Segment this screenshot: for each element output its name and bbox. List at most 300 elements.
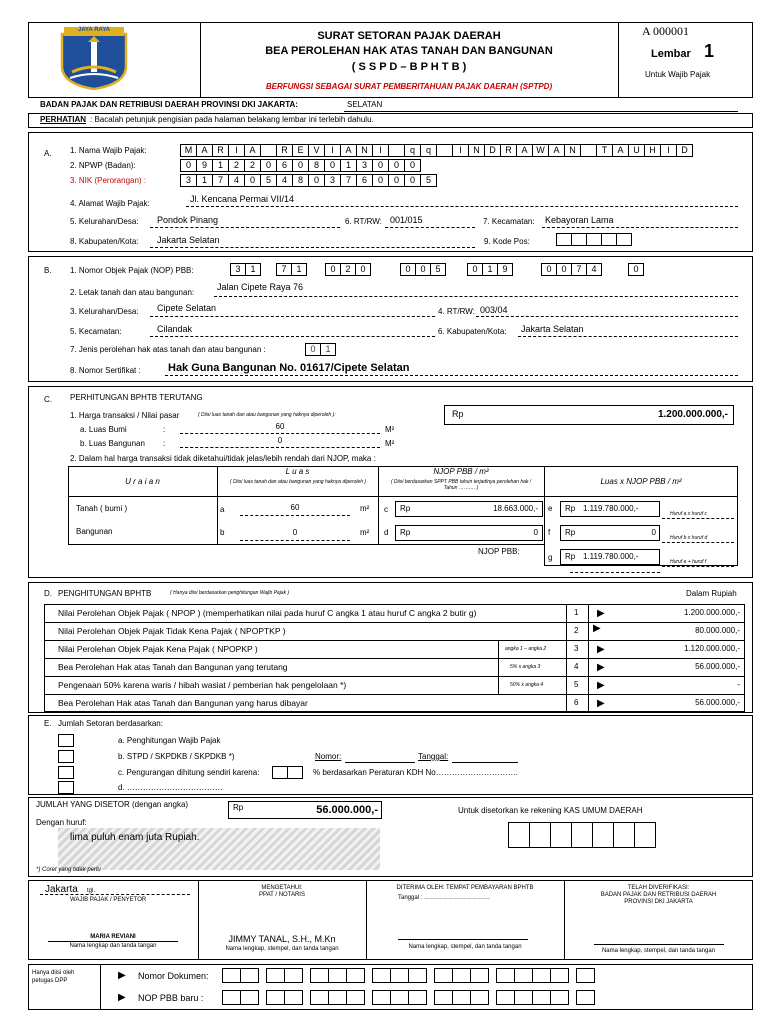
d-row-line-3 xyxy=(44,658,745,659)
nopbaru-cell[interactable] xyxy=(452,990,471,1005)
nik-cell[interactable]: 0 xyxy=(388,174,405,187)
nop-cell[interactable]: 7 xyxy=(571,263,587,276)
diterima-tanggal: Tanggal : …………………………… xyxy=(398,895,491,901)
harga-label: 1. Harga transaksi / Nilai pasar xyxy=(70,411,180,420)
th-luas: L u a s xyxy=(285,467,310,476)
pengurangan-cell[interactable] xyxy=(287,766,303,779)
nop-cell[interactable]: 0 xyxy=(556,263,572,276)
nama-cell[interactable]: R xyxy=(212,144,229,157)
section-c-title: PERHITUNGAN BPHTB TERUTANG xyxy=(70,393,203,402)
nop-cell[interactable]: 4 xyxy=(586,263,602,276)
npwp-cell[interactable]: 0 xyxy=(404,159,421,172)
nopbaru-cell[interactable] xyxy=(372,990,391,1005)
checkbox-d[interactable] xyxy=(58,781,74,794)
nama-cell[interactable]: N xyxy=(564,144,581,157)
npwp-cell[interactable]: 1 xyxy=(340,159,357,172)
nopbaru-group[interactable] xyxy=(576,990,594,1005)
nopbaru-group[interactable] xyxy=(222,990,258,1005)
nik-cell[interactable]: 8 xyxy=(292,174,309,187)
nodok-group[interactable] xyxy=(496,968,568,983)
col-e-letter: e xyxy=(548,504,553,513)
nama-cell[interactable] xyxy=(260,144,277,157)
nopbaru-group[interactable] xyxy=(434,990,488,1005)
note-e-plus-f-line xyxy=(662,566,734,567)
verif-title-2: BADAN PAJAK DAN RETRIBUSI DAERAH xyxy=(600,892,717,898)
nama-cell[interactable]: M xyxy=(180,144,197,157)
footer-arrow-1: ▶ xyxy=(118,970,126,981)
nopbaru-group[interactable] xyxy=(266,990,302,1005)
nik-cell[interactable]: 5 xyxy=(420,174,437,187)
kodepos-cells[interactable] xyxy=(556,233,631,246)
npwp-cell[interactable]: 8 xyxy=(308,159,325,172)
doc-number: A 000001 xyxy=(642,24,690,38)
nop-group-6[interactable] xyxy=(541,263,601,276)
jumlah-value[interactable]: 56.000.000,- xyxy=(316,804,378,816)
letak-line xyxy=(214,296,738,297)
nop-cell[interactable]: 0 xyxy=(355,263,371,276)
bangunan-luas-line xyxy=(240,540,350,541)
nopbaru-cell[interactable] xyxy=(514,990,533,1005)
nama-cell[interactable]: H xyxy=(644,144,661,157)
npwp-cells[interactable] xyxy=(180,159,420,172)
nop-group-5[interactable] xyxy=(467,263,512,276)
b-kecamatan-value[interactable]: Cilandak xyxy=(157,324,193,334)
nop-baru-label: NOP PBB baru : xyxy=(138,993,204,1003)
checkbox-a[interactable] xyxy=(58,734,74,747)
nop-group-4[interactable] xyxy=(400,263,445,276)
dalam-hal-label: 2. Dalam hal harga transaksi tidak diketahui/tidak jelas/lebih rendah dari NJOP, maka : xyxy=(70,454,376,463)
tanah-luas[interactable]: 60 xyxy=(290,503,300,512)
d-row-2-arrow: ▶ xyxy=(593,623,601,634)
nomor-dokumen-cells[interactable] xyxy=(222,968,594,983)
nama-cell[interactable] xyxy=(436,144,453,157)
section-d-letter: D. xyxy=(44,589,52,598)
harga-value[interactable]: 1.200.000.000,- xyxy=(657,409,728,420)
nopbaru-group[interactable] xyxy=(310,990,364,1005)
nama-cell[interactable]: A xyxy=(196,144,213,157)
perhatian-label: PERHATIAN xyxy=(40,115,87,124)
header-divider-right xyxy=(618,22,619,98)
col-d-letter: d xyxy=(384,528,389,537)
th-njop-note: ( Diisi berdasarkan SPPT PBB tahun terjadinya perolehan hak / Tahun ………. ) xyxy=(390,479,532,491)
nop-cell[interactable]: 1 xyxy=(482,263,498,276)
checkbox-b[interactable] xyxy=(58,750,74,763)
nama-cell[interactable]: V xyxy=(308,144,325,157)
nodok-cell[interactable] xyxy=(434,968,453,983)
nopbaru-cell[interactable] xyxy=(434,990,453,1005)
bangunan-njop-value[interactable]: 0 xyxy=(533,528,538,537)
option-b-nomor: Nomor: xyxy=(315,752,342,761)
npwp-cell[interactable]: 0 xyxy=(324,159,341,172)
npwp-cell[interactable]: 2 xyxy=(244,159,261,172)
nopbaru-cell[interactable] xyxy=(408,990,427,1005)
nama-cell[interactable]: N xyxy=(468,144,485,157)
npwp-cell[interactable]: 1 xyxy=(212,159,229,172)
nopbaru-group[interactable] xyxy=(496,990,568,1005)
nodok-cell[interactable] xyxy=(240,968,259,983)
wp-name: MARIA REVIANI xyxy=(90,934,136,940)
nop-cell[interactable]: 2 xyxy=(340,263,356,276)
checkbox-c[interactable] xyxy=(58,766,74,779)
sertifikat-line xyxy=(165,375,738,376)
nama-cell[interactable]: I xyxy=(660,144,677,157)
nama-cell[interactable]: I xyxy=(452,144,469,157)
d-row-5-label: Pengenaan 50% karena waris / hibah wasiat / pemberian hak pengelolaan *) xyxy=(58,680,347,690)
alamat-value[interactable]: Jl. Kencana Permai VII/14 xyxy=(190,194,295,204)
njop-total-value[interactable]: 1.119.780.000,- xyxy=(583,552,639,561)
nodok-group[interactable] xyxy=(434,968,488,983)
nik-cell[interactable]: 4 xyxy=(228,174,245,187)
form-title-2: BEA PEROLEHAN HAK ATAS TANAH DAN BANGUNAN xyxy=(265,45,553,57)
d-row-6-label: Bea Perolehan Hak atas Tanah dan Bangunan yang harus dibayar xyxy=(58,698,308,708)
nopbaru-cell[interactable] xyxy=(222,990,241,1005)
njop-col-1 xyxy=(217,466,218,544)
nik-cell[interactable]: 3 xyxy=(324,174,341,187)
huruf-label: Dengan huruf: xyxy=(36,818,87,827)
ppat-name: JIMMY TANAL, S.H., M.Kn xyxy=(228,934,336,944)
nama-cell[interactable]: W xyxy=(532,144,549,157)
nama-cell[interactable]: I xyxy=(324,144,341,157)
tanah-njop-value[interactable]: 18.663.000,- xyxy=(493,504,538,513)
nopbaru-cell[interactable] xyxy=(284,990,303,1005)
nodok-cell[interactable] xyxy=(514,968,533,983)
nop-cell[interactable]: 9 xyxy=(497,263,513,276)
huruf-value[interactable]: lima puluh enam juta Rupiah. xyxy=(70,832,200,843)
nopbaru-cell[interactable] xyxy=(496,990,515,1005)
nodok-cell[interactable] xyxy=(408,968,427,983)
section-e-letter: E. xyxy=(44,719,52,728)
option-b-nomor-line xyxy=(345,762,415,763)
npwp-cell[interactable]: 0 xyxy=(372,159,389,172)
npwp-cell[interactable]: 0 xyxy=(388,159,405,172)
nodok-cell[interactable] xyxy=(496,968,515,983)
nama-cell[interactable]: T xyxy=(596,144,613,157)
nop-group-2[interactable] xyxy=(276,263,306,276)
nopbaru-cell[interactable] xyxy=(550,990,569,1005)
d-row-2-no: 2 xyxy=(574,626,579,635)
nop-cell[interactable]: 0 xyxy=(415,263,431,276)
nodok-cell[interactable] xyxy=(310,968,329,983)
nodok-cell[interactable] xyxy=(372,968,391,983)
nik-cell[interactable]: 0 xyxy=(372,174,389,187)
tanah-njop-rp: Rp xyxy=(400,504,411,513)
kabupaten-value[interactable]: Jakarta Selatan xyxy=(157,235,220,245)
b-kabupaten-label: 6. Kabupaten/Kota: xyxy=(438,327,507,336)
ppat-title-1: MENGETAHUI: xyxy=(261,885,303,891)
rekening-cell[interactable] xyxy=(571,822,593,848)
nama-cell[interactable] xyxy=(580,144,597,157)
npwp-cell[interactable]: 0 xyxy=(292,159,309,172)
nama-cell[interactable]: E xyxy=(292,144,309,157)
sig-place[interactable]: Jakarta xyxy=(45,884,78,895)
kecamatan-value[interactable]: Kebayoran Lama xyxy=(545,215,614,225)
kodepos-cell[interactable] xyxy=(601,233,617,246)
nik-cell[interactable]: 5 xyxy=(260,174,277,187)
d-row-1-value[interactable]: 1.200.000.000,- xyxy=(683,608,740,617)
b-kelurahan-label: 3. Kelurahan/Desa: xyxy=(70,307,139,316)
nop-group-7[interactable] xyxy=(628,263,643,276)
nama-cell[interactable]: D xyxy=(484,144,501,157)
nop-cell[interactable]: 0 xyxy=(325,263,341,276)
pengurangan-cells[interactable] xyxy=(272,766,302,779)
nodok-cell[interactable] xyxy=(222,968,241,983)
jenis-label: 7. Jenis perolehan hak atas tanah dan atau bangunan : xyxy=(70,345,266,354)
nodok-group[interactable] xyxy=(576,968,594,983)
sig-place-line xyxy=(40,894,190,895)
nodok-cell[interactable] xyxy=(550,968,569,983)
nop-cell[interactable]: 7 xyxy=(276,263,292,276)
npwp-cell[interactable]: 9 xyxy=(196,159,213,172)
harga-note: ( Diisi luas tanah dan atau bangunan yang haknya diperoleh ): xyxy=(198,412,336,418)
d-row-5-value[interactable]: - xyxy=(737,680,740,689)
luas-bumi-colon: : xyxy=(163,425,166,434)
d-row-1-arrow: ▶ xyxy=(597,608,605,619)
rekening-cell[interactable] xyxy=(634,822,656,848)
npwp-cell[interactable]: 6 xyxy=(276,159,293,172)
d-row-3-label: Nilai Perolehan Objek Pajak Kena Pajak ( NPOPKP ) xyxy=(58,644,258,654)
rtrw-value[interactable]: 001/015 xyxy=(390,215,423,225)
nik-cell[interactable]: 4 xyxy=(276,174,293,187)
nama-cell[interactable]: A xyxy=(340,144,357,157)
nopbaru-cell[interactable] xyxy=(310,990,329,1005)
d-calc-divider-3 xyxy=(498,640,499,694)
nik-cell[interactable]: 3 xyxy=(180,174,197,187)
nop-label: 1. Nomor Objek Pajak (NOP) PBB: xyxy=(70,266,194,275)
pengurangan-cell[interactable] xyxy=(272,766,288,779)
d-row-6-value[interactable]: 56.000.000,- xyxy=(695,698,740,707)
luas-bangunan-colon: : xyxy=(163,439,166,448)
letak-value[interactable]: Jalan Cipete Raya 76 xyxy=(217,282,304,292)
nodok-cell[interactable] xyxy=(452,968,471,983)
nama-cell[interactable]: q xyxy=(420,144,437,157)
dalam-rupiah-label: Dalam Rupiah xyxy=(686,589,737,598)
nopbaru-group[interactable] xyxy=(372,990,426,1005)
nama-cell[interactable]: R xyxy=(500,144,517,157)
verif-title-3: PROVINSI DKI JAKARTA xyxy=(624,899,693,905)
nik-cell[interactable]: 7 xyxy=(212,174,229,187)
kelurahan-value[interactable]: Pondok Pinang xyxy=(157,215,219,225)
kodepos-cell[interactable] xyxy=(616,233,632,246)
bangunan-total-rp: Rp xyxy=(565,528,576,537)
nop-baru-cells[interactable] xyxy=(222,990,594,1005)
nama-cell[interactable]: A xyxy=(548,144,565,157)
letak-label: 2. Letak tanah dan atau bangunan: xyxy=(70,288,195,297)
nop-cell[interactable]: 0 xyxy=(467,263,483,276)
agency-label: BADAN PAJAK DAN RETRIBUSI DAERAH PROVINSI DKI JAKARTA: xyxy=(40,100,298,109)
col-c-letter: c xyxy=(384,505,388,514)
tanah-total-rp: Rp xyxy=(565,504,576,513)
nodok-cell[interactable] xyxy=(532,968,551,983)
nik-cell[interactable]: 6 xyxy=(356,174,373,187)
rekening-cell[interactable] xyxy=(508,822,530,848)
nop-cell[interactable]: 5 xyxy=(430,263,446,276)
jumlah-rp: Rp xyxy=(233,803,244,812)
d-row-2-value[interactable]: 80.000.000,- xyxy=(695,626,740,635)
nopbaru-cell[interactable] xyxy=(470,990,489,1005)
luas-bumi-line xyxy=(180,433,380,434)
d-row-6-arrow: ▶ xyxy=(597,698,605,709)
nodok-group[interactable] xyxy=(310,968,364,983)
nama-cell[interactable]: U xyxy=(628,144,645,157)
d-row-1-label: Nilai Perolehan Objek Pajak ( NPOP ) (memperhatikan nilai pada huruf C angka 1 atau huruf C angka 2 butir g) xyxy=(58,608,477,618)
nopbaru-cell[interactable] xyxy=(576,990,595,1005)
section-d-title: PENGHITUNGAN BPHTB xyxy=(58,589,152,598)
npwp-label: 2. NPWP (Badan): xyxy=(70,161,136,170)
jenis-cell[interactable]: 1 xyxy=(320,343,336,356)
nodok-cell[interactable] xyxy=(266,968,285,983)
ppat-title-2: PPAT / NOTARIS xyxy=(259,892,305,898)
kodepos-cell[interactable] xyxy=(556,233,572,246)
nop-group-3[interactable] xyxy=(325,263,370,276)
luas-bangunan-unit: M² xyxy=(385,439,395,448)
nop-cell[interactable]: 1 xyxy=(291,263,307,276)
rekening-cells[interactable] xyxy=(508,822,655,848)
nik-cell[interactable]: 1 xyxy=(196,174,213,187)
luas-bumi-value[interactable]: 60 xyxy=(275,422,285,431)
b-kelurahan-value[interactable]: Cipete Selatan xyxy=(157,303,217,313)
d-row-4-arrow: ▶ xyxy=(597,662,605,673)
nama-cell[interactable]: D xyxy=(676,144,693,157)
nodok-cell[interactable] xyxy=(346,968,365,983)
luas-bumi-unit: M² xyxy=(385,425,395,434)
nop-group-1[interactable] xyxy=(230,263,260,276)
nama-cell[interactable]: q xyxy=(404,144,421,157)
jenis-cells[interactable] xyxy=(305,343,335,356)
section-d-note: ( Hanya diisi berdasarkan penghitungan Wajib Pajak ) xyxy=(170,590,290,596)
nama-cell[interactable]: I xyxy=(372,144,389,157)
npwp-cell[interactable]: 3 xyxy=(356,159,373,172)
njop-table-header-line xyxy=(68,496,738,497)
option-a-label: a. Penghitungan Wajib Pajak xyxy=(118,736,221,745)
kodepos-cell[interactable] xyxy=(571,233,587,246)
footer-hanya: Hanya diisi oleh petugas DPP xyxy=(32,970,75,984)
col-a-letter: a xyxy=(220,505,225,514)
harga-rp: Rp xyxy=(452,409,464,419)
npwp-cell[interactable]: 2 xyxy=(228,159,245,172)
luas-bangunan-line xyxy=(180,447,380,448)
d-row-4-calc: 5% x angka 3 xyxy=(510,664,541,670)
nopbaru-cell[interactable] xyxy=(346,990,365,1005)
jenis-cell[interactable]: 0 xyxy=(305,343,321,356)
rekening-cell[interactable] xyxy=(550,822,572,848)
note-b-x-d: Huruf b x huruf d xyxy=(670,535,708,541)
nodok-cell[interactable] xyxy=(284,968,303,983)
nopbaru-cell[interactable] xyxy=(240,990,259,1005)
njop-total-under-line xyxy=(570,572,660,573)
nomor-dokumen-label: Nomor Dokumen: xyxy=(138,971,209,981)
bangunan-total-value[interactable]: 0 xyxy=(651,528,656,537)
nop-cell[interactable]: 0 xyxy=(541,263,557,276)
d-row-5-arrow: ▶ xyxy=(597,680,605,691)
d-row-5-no: 5 xyxy=(574,680,579,689)
nik-cell[interactable]: 7 xyxy=(340,174,357,187)
kodepos-cell[interactable] xyxy=(586,233,602,246)
njop-total-rp: Rp xyxy=(565,552,576,561)
col-b-letter: b xyxy=(220,528,225,537)
wp-nama-lengkap: Nama lengkap dan tanda tangan xyxy=(69,943,157,949)
d-row-1-no: 1 xyxy=(574,608,579,617)
nik-cell[interactable]: 0 xyxy=(308,174,325,187)
sertifikat-label: 8. Nomor Sertifikat : xyxy=(70,366,141,375)
nop-cell[interactable]: 0 xyxy=(400,263,416,276)
nodok-group[interactable] xyxy=(266,968,302,983)
nopbaru-cell[interactable] xyxy=(328,990,347,1005)
nodok-group[interactable] xyxy=(222,968,258,983)
d-row-4-value[interactable]: 56.000.000,- xyxy=(695,662,740,671)
nodok-cell[interactable] xyxy=(390,968,409,983)
nama-cell[interactable] xyxy=(388,144,405,157)
nopbaru-cell[interactable] xyxy=(266,990,285,1005)
njop-table-hide-left xyxy=(67,545,544,567)
nop-cell[interactable]: 1 xyxy=(245,263,261,276)
kabupaten-label: 8. Kabupaten/Kota: xyxy=(70,237,139,246)
nopbaru-cell[interactable] xyxy=(532,990,551,1005)
kelurahan-label: 5. Kelurahan/Desa: xyxy=(70,217,139,226)
nop-cell[interactable]: 0 xyxy=(628,263,644,276)
nodok-cell[interactable] xyxy=(576,968,595,983)
tanah-luas-unit: m² xyxy=(360,504,370,513)
sertifikat-value[interactable]: Hak Guna Bangunan No. 01617/Cipete Selatan xyxy=(168,362,410,374)
nodok-cell[interactable] xyxy=(328,968,347,983)
bangunan-luas[interactable]: 0 xyxy=(292,528,298,537)
nama-cell[interactable]: A xyxy=(612,144,629,157)
npwp-cell[interactable]: 0 xyxy=(260,159,277,172)
lembar-number: 1 xyxy=(704,41,715,61)
luas-bangunan-value[interactable]: 0 xyxy=(277,436,283,445)
npwp-cell[interactable]: 0 xyxy=(180,159,197,172)
b-kelurahan-line xyxy=(150,316,435,317)
note-b-x-d-line xyxy=(662,542,734,543)
nop-cell[interactable]: 3 xyxy=(230,263,246,276)
d-row-3-no: 3 xyxy=(574,644,579,653)
nik-cells[interactable] xyxy=(180,174,436,187)
rekening-cell[interactable] xyxy=(613,822,635,848)
diterima-sign-line xyxy=(398,939,528,940)
nik-cell[interactable]: 0 xyxy=(404,174,421,187)
b-kecamatan-line xyxy=(150,336,435,337)
nik-cell[interactable]: 0 xyxy=(244,174,261,187)
rekening-cell[interactable] xyxy=(529,822,551,848)
nodok-cell[interactable] xyxy=(470,968,489,983)
rekening-cell[interactable] xyxy=(592,822,614,848)
nopbaru-cell[interactable] xyxy=(390,990,409,1005)
d-row-3-calc: angka 1 – angka 2 xyxy=(505,646,547,652)
jumlah-label: JUMLAH YANG DISETOR (dengan angka) xyxy=(36,800,189,809)
nama-cell[interactable]: A xyxy=(244,144,261,157)
d-row-line-5 xyxy=(44,694,745,695)
nama-cell[interactable]: R xyxy=(276,144,293,157)
bangunan-njop-rp: Rp xyxy=(400,528,411,537)
th-luas-note: ( Diisi luas tanah dan atau bangunan yang haknya diperoleh ) xyxy=(229,479,367,485)
b-rtrw-value[interactable]: 003/04 xyxy=(480,305,508,315)
sig-tgl: tgl. xyxy=(87,888,96,894)
tanah-total-value[interactable]: 1.119.780.000,- xyxy=(583,504,639,513)
nama-cell[interactable]: N xyxy=(356,144,373,157)
b-kabupaten-value[interactable]: Jakarta Selatan xyxy=(521,324,584,334)
nodok-group[interactable] xyxy=(372,968,426,983)
section-b-letter: B. xyxy=(44,266,52,275)
d-row-3-value[interactable]: 1.120.000.000,- xyxy=(683,644,740,653)
nama-cell[interactable]: I xyxy=(228,144,245,157)
section-a-letter: A. xyxy=(44,149,52,158)
option-b-tanggal-line xyxy=(452,762,518,763)
agency-value[interactable]: SELATAN xyxy=(347,100,383,109)
nama-cells[interactable] xyxy=(180,144,692,157)
b-kabupaten-line xyxy=(518,336,738,337)
nama-cell[interactable]: A xyxy=(516,144,533,157)
d-row-line-2 xyxy=(44,640,745,641)
note-a-x-c: Huruf a x huruf c xyxy=(670,511,707,517)
